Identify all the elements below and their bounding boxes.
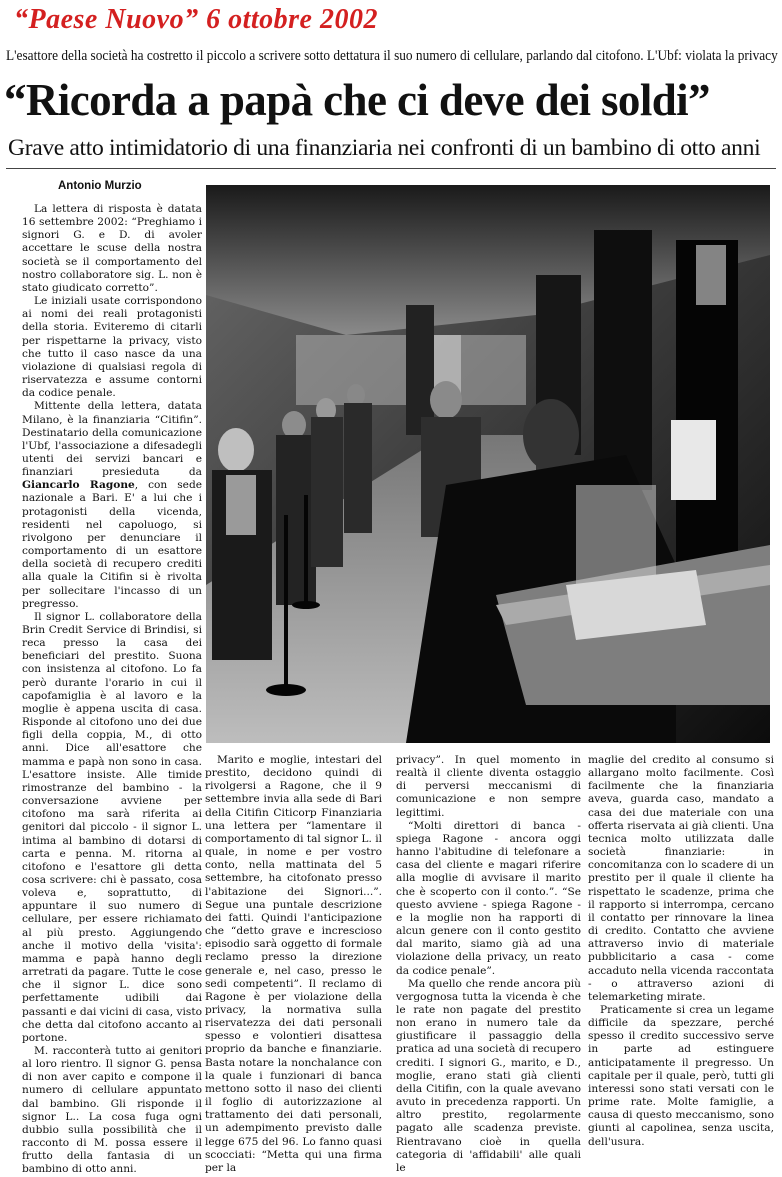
col1-p3-end: , con sede nazionale a Bari. E' a lui che i protagonisti della vicenda, residenti nel capoluogo, si rivolgono per denunciare il comportamento di un esattore della società di recupero crediti alla quale la Citifin si è rivolta per sollecitare l'incasso di un pregresso. [22,479,202,610]
person-body-4 [344,403,372,533]
article-column-1 [22,203,202,1176]
poster [696,245,726,305]
headline: “Ricorda a papà che ci deve dei soldi” [4,75,710,125]
queue-post-base-2 [292,601,320,609]
paper-sheet [671,420,716,500]
person-name: Giancarlo Ragone [22,479,135,492]
person-body-2 [276,435,316,605]
col4-paragraph-1: maglie del credito al consumo si allargano molto facilmente. Così facilmente che la finanziaria aveva, guarda caso, mandato a casa dei due materiale con una offerta riservata ai già clienti. Una tecnica molto utilizzata dalle società finanziarie: in concomitanza con lo scadere di un prestito per il quale il cliente ha rispettato le scadenze, prima che il rapporto si interrompa, cercano il contatto per rinnovare la linea di credito. Contatto che avviene attraverso invio di materiale pubblicitario a casa - come accaduto nella vicenda raccontata - o attraverso azioni di telemarketing mirate. [588,754,774,1003]
man-head [218,428,254,472]
col3-paragraph-1: privacy”. In quel momento in realtà il cliente diventa ostaggio di perversi meccanismi di comunicazione e non sempre legittimi. [396,754,581,819]
man-sweater [226,475,256,535]
article-column-2 [205,754,382,1174]
teller-glass [576,485,656,585]
person-body-3 [311,417,343,567]
byline: Antonio Murzio [58,180,142,192]
col4-paragraph-2: Praticamente si crea un legame difficile da spezzare, perché spesso il credito successivo serve in parte ad estinguere anticipatamente il pregresso. Un capitale per il quale, però, tutti gli interessi sono stati versati con le prime rate. Molte famiglie, a causa di questo meccanismo, sono giunti al capolinea, senza uscita, dell'usura. [588,1003,774,1148]
col3-paragraph-3: Ma quello che rende ancora più vergognosa tutta la vicenda è che le rate non pagate del prestito non erano in numero tale da giustificare il passaggio della pratica ad una società di recupero crediti. I signori G., marito, e D., moglie, erano stati già clienti della Citifin, con la quale avevano avuto in precedenza rapporti. Un altro prestito, regolarmente pagato alle scadenza previste. Rientravano cioè in quella categoria di 'affidabili' alle quali le [396,977,581,1174]
masthead-date: “Paese Nuovo” 6 ottobre 2002 [14,4,378,35]
man-cap-head [430,381,462,419]
queue-post-base [266,684,306,696]
col1-paragraph-4: Il signor L. collaboratore della Brin Credit Service di Brindisi, si reca presso la casa dei beneficiari del prestito. Suona con insistenza al citofono. Lo fa però durante l'orario in cui il capofamiglia è al lavoro e la moglie è appena uscita di casa. Risponde al citofono uno dei due figli della coppia, M., di otto anni. Dice all'esattore che mamma e papà non sono in casa. L'esattore insiste. Alle timide rimostranze del bambino - la conversazione avviene per citofono ma sarà riferita ai genitori dal piccolo - il signor L. intima al bambino di dotarsi di carta e penna. M. ritorna al citofono e l'esattore gli detta cosa scrivere: chi è passato, cosa voleva e, soprattutto, di appuntare il suo numero di cellulare, per essere richiamato al più presto. Aggiungendo anche il motivo della 'visita': mamma e papà hanno degli arretrati da pagare. Tutte le cose che il signor L. dice sono perfettamente udibili dai passanti e dai vicini di casa, visto che detta dal citofono accanto al portone. [22,610,202,1044]
pillar-far [406,305,434,435]
subheadline: Grave atto intimidatorio di una finanziaria nei confronti di un bambino di otto anni [8,135,761,161]
divider [6,168,776,169]
article-column-4 [588,754,774,1159]
col1-paragraph-1: La lettera di risposta è datata 16 settembre 2002: “Preghiamo i signori G. e D. di avoler accettare le scuse della nostra società se il comportamento del nostro collaboratore sig. L. non è stato giudicato corretto”. [22,203,202,294]
col1-paragraph-5: M. racconterà tutto ai genitori al loro rientro. Il signor G. pensa di non aver capito e compone il numero di cellulare appuntato dal bambino. Gli risponde il signor L.. La cosa fuga ogni dubbio sulla possibilità che il racconto di M. possa essere il frutto della fantasia di un bambino di otto anni. [22,1045,202,1176]
person-head-4 [347,384,365,406]
person-head-2 [282,411,306,439]
bank-queue-photo [206,185,770,743]
pillar-mid [594,230,652,490]
col2-paragraph-1: Marito e moglie, intestari del prestito, decidono quindi di rivolgersi a Ragone, che il 9 settembre invia alla sede di Bari della Citifin Citicorp Finanziaria una lettera per “lamentare il comportamento di tal signor L. il quale, in nome e per vostro conto, nella mattinata del 5 settembre, ha citofonato presso l'abitazione dei Signori...”. Segue una puntale descrizione dei fatti. Quindi l'anticipazione che “detto grave e increscioso episodio sarà oggetto di formale reclamo presso la direzione generale e, nel caso, presso le sedi competenti”. Il reclamo di Ragone è per violazione della privacy, la normativa sulla riservatezza dei dati personali spesso e volontieri disattesa proprio da banche e finanziarie. Basta notare la nonchalance con la quale i funzionari di banca mettono sotto il naso dei clienti il foglio di autorizzazione al trattamento dei dati personali, un adempimento previsto dalle legge 675 del 96. Lo fanno quasi scocciati: “Metta qui una firma per la [205,754,382,1174]
foreground-head [523,399,579,471]
col1-paragraph-3 [22,400,202,611]
article-column-3 [396,754,581,1174]
col1-paragraph-2: Le iniziali usate corrispondono ai nomi dei reali protagonisti della storia. Eviteremo di citarli per rispettarne la privacy, visto che tutto il caso nasce da una violazione di qualsiasi regola di riservatezza e assume contorni da codice penale. [22,295,202,400]
col3-paragraph-2: “Molti direttori di banca - spiega Ragone - ancora oggi hanno l'abitudine di telefonare a casa del cliente e magari riferire alla moglie di avvisare il marito che è scoperto con il conto.”. “Se questo avviene - spiega Ragone - e la moglie non ha rapporti di alcun genere con il conto gestito dal marito, siamo già ad una violazione della privacy, un reato da codice penale”. [396,819,581,977]
kicker-line: L'esattore della società ha costretto il piccolo a scrivere sotto dettatura il suo numero di cellulare, parlando dal citofono. L'Ubf: violata la privacy [6,48,778,64]
col1-p3-start: Mittente della lettera, datata Milano, è la finanziaria “Citifin”. Destinatario della comunicazione l'Ubf, l'associazione a difesadegli utenti dei servizi bancari e finanziari presieduta da [22,400,202,479]
